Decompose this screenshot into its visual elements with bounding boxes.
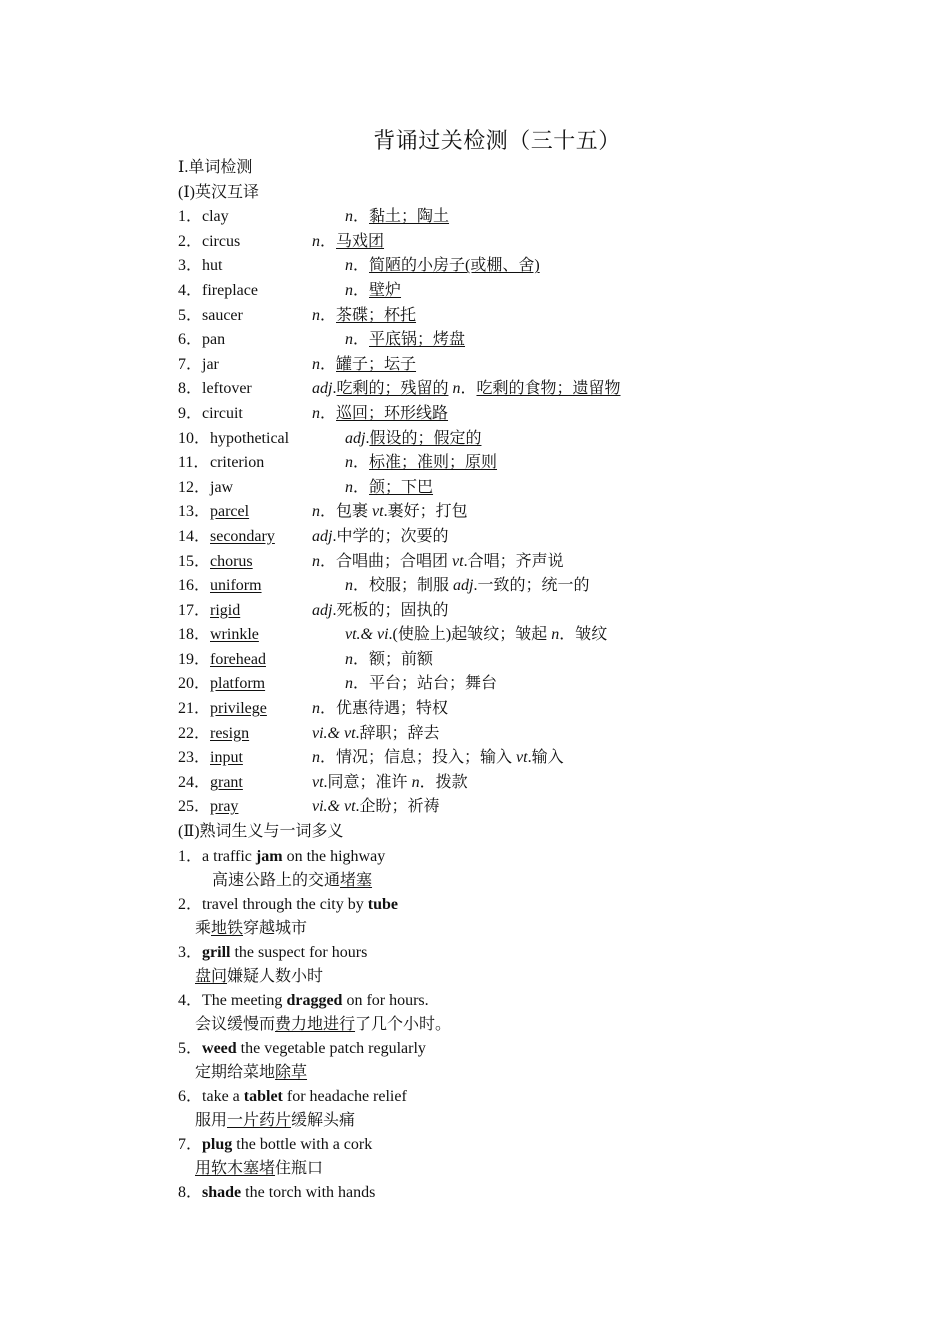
vocab-number: 16．: [178, 577, 211, 595]
vocab-word: fireplace: [202, 281, 258, 299]
phrase-text: the vegetable patch regularly: [236, 1039, 426, 1057]
vocab-definition: [312, 525, 448, 550]
meaning: 合唱；齐声说: [467, 552, 564, 570]
meaning: 平台；站台；舞台: [369, 675, 498, 693]
vocab-definition: [312, 402, 448, 427]
meaning: 黏土；陶土: [369, 208, 450, 226]
vocab-item: [178, 279, 858, 304]
vocab-list: [178, 205, 858, 820]
pos-separator: ．: [353, 281, 370, 299]
meaning: 输入: [531, 749, 564, 767]
part-of-speech: n: [345, 281, 353, 299]
target-word: tablet: [243, 1087, 283, 1105]
vocab-item: [178, 304, 858, 329]
phrase-text: the bottle with a cork: [232, 1135, 373, 1153]
vocab-definition: [312, 697, 448, 722]
vocab-definition: [312, 795, 440, 820]
vocab-number: 15．: [178, 552, 211, 570]
vocab-definition: [312, 353, 416, 378]
worksheet-body: [178, 156, 858, 1205]
pos-separator: ．: [353, 257, 370, 275]
vocab-definition: [312, 500, 468, 525]
vocab-word: circus: [202, 232, 241, 250]
vocab-definition: [312, 550, 564, 575]
vocab-word: criterion: [210, 454, 265, 472]
part-of-speech: n: [312, 306, 320, 324]
part-of-speech: n: [345, 675, 353, 693]
meaning: 吃剩的食物；遗留物: [476, 380, 621, 398]
vocab-number: 17．: [178, 601, 211, 619]
pos-separator: ．: [559, 626, 576, 644]
vocab-definition: [312, 722, 440, 747]
vocab-definition: [345, 574, 590, 599]
meaning: 合唱曲；合唱团: [336, 552, 449, 570]
phrase-translation: [178, 1109, 858, 1133]
phrase-item: [178, 1037, 858, 1061]
vocab-number: 25．: [178, 798, 211, 816]
pos-separator: .: [332, 380, 337, 398]
vocab-word: pan: [202, 331, 226, 349]
vocab-number: 9．: [178, 404, 203, 422]
pos-separator: .: [463, 552, 468, 570]
pos-separator: .: [527, 749, 532, 767]
meaning: 壁炉: [369, 281, 402, 299]
vocab-definition: [312, 599, 448, 624]
vocab-definition: [345, 623, 607, 648]
part-of-speech: n: [312, 552, 320, 570]
vocab-definition: [345, 328, 465, 353]
vocab-number: 18．: [178, 626, 211, 644]
part-of-speech: n: [345, 577, 353, 595]
vocab-item: [178, 402, 858, 427]
phrase-number: 8．: [178, 1183, 203, 1201]
meaning: 包裹: [336, 503, 369, 521]
part-of-speech: n: [312, 503, 320, 521]
vocab-definition: [345, 451, 497, 476]
vocab-item: [178, 377, 858, 402]
vocab-item: [178, 427, 858, 452]
vocab-word: jar: [202, 355, 219, 373]
vocab-word: saucer: [202, 306, 243, 324]
translation-answer: 一片药片: [227, 1111, 292, 1129]
vocab-item: [178, 550, 858, 575]
vocab-number: 12．: [178, 478, 211, 496]
vocab-definition: [312, 746, 564, 771]
part-of-speech: adj: [312, 527, 333, 545]
vocab-word: uniform: [210, 577, 262, 595]
pos-separator: ．: [353, 675, 370, 693]
translation-text: 定期给菜地: [195, 1063, 276, 1081]
meaning: 马戏团: [336, 232, 385, 250]
target-word: weed: [202, 1039, 237, 1057]
target-word: shade: [202, 1183, 242, 1201]
translation-text: 穿越城市: [243, 919, 308, 937]
phrase-text: on for hours.: [342, 991, 429, 1009]
subsection-heading-translation: (Ⅰ)英汉互译: [178, 183, 259, 201]
vocab-word: pray: [210, 798, 239, 816]
vocab-definition: [345, 205, 449, 230]
vocab-number: 20．: [178, 675, 211, 693]
vocab-number: 19．: [178, 650, 211, 668]
phrase-text: the suspect for hours: [230, 943, 368, 961]
section-heading-vocabulary: Ⅰ.单词检测: [178, 159, 253, 176]
vocab-word: hut: [202, 257, 223, 275]
vocab-item: [178, 451, 858, 476]
meaning: 优惠待遇；特权: [336, 700, 449, 718]
phrase-item: [178, 1181, 858, 1205]
translation-answer: 费力地进行: [275, 1015, 356, 1033]
pos-separator: ．: [353, 454, 370, 472]
pos-separator: .: [355, 798, 360, 816]
vocab-item: [178, 795, 858, 820]
meaning: 拨款: [435, 773, 468, 791]
subsection-heading-polysemy: (Ⅱ)熟词生义与一词多义: [178, 823, 344, 841]
part-of-speech: adj: [312, 601, 333, 619]
vocab-item: [178, 254, 858, 279]
phrase-item: [178, 989, 858, 1013]
pos-separator: .: [383, 503, 388, 521]
target-word: plug: [202, 1135, 233, 1153]
vocab-number: 21．: [178, 700, 211, 718]
meaning: 简陋的小房子(或棚、舍): [369, 257, 540, 275]
phrase-number: 3．: [178, 943, 203, 961]
translation-text: 住瓶口: [275, 1159, 324, 1177]
target-word: tube: [367, 895, 398, 913]
pos-separator: ．: [353, 650, 370, 668]
vocab-definition: [345, 648, 433, 673]
vocab-item: [178, 230, 858, 255]
pos-separator: ．: [320, 232, 337, 250]
vocab-word: jaw: [210, 478, 234, 496]
part-of-speech: adj: [345, 429, 366, 447]
part-of-speech: n: [345, 208, 353, 226]
vocab-item: [178, 722, 858, 747]
phrase-translation: [178, 917, 858, 941]
meaning: 情况；信息；投入；输入: [336, 749, 513, 767]
part-of-speech: n: [312, 355, 320, 373]
pos-separator: ．: [353, 208, 370, 226]
pos-separator: ．: [320, 306, 337, 324]
vocab-word: chorus: [210, 552, 253, 570]
vocab-item: [178, 500, 858, 525]
phrase-number: 2．: [178, 895, 203, 913]
meaning: 茶碟；杯托: [336, 306, 417, 324]
vocab-definition: [345, 672, 497, 697]
phrase-translation: [178, 1013, 858, 1037]
vocab-definition: [345, 427, 481, 452]
part-of-speech: n: [345, 257, 353, 275]
vocab-word: rigid: [210, 601, 241, 619]
meaning: 平底锅；烤盘: [369, 331, 466, 349]
pos-separator: ．: [320, 355, 337, 373]
part-of-speech: vt: [516, 749, 528, 767]
meaning: 辞职；辞去: [359, 724, 440, 742]
vocab-word: grant: [210, 773, 243, 791]
vocab-word: clay: [202, 208, 229, 226]
pos-separator: ．: [320, 404, 337, 422]
page-title: 背诵过关检测（三十五）: [373, 129, 621, 154]
pos-separator: ．: [320, 700, 337, 718]
vocab-number: 22．: [178, 724, 211, 742]
pos-separator: .: [355, 724, 360, 742]
vocab-definition: [345, 476, 433, 501]
vocab-number: 5．: [178, 306, 203, 324]
phrase-number: 7．: [178, 1135, 203, 1153]
phrase-item: [178, 941, 858, 965]
meaning: 裹好；打包: [387, 503, 468, 521]
vocab-item: [178, 623, 858, 648]
part-of-speech: n: [312, 232, 320, 250]
pos-separator: ．: [320, 503, 337, 521]
meaning: 颌；下巴: [369, 478, 434, 496]
vocab-definition: [345, 254, 540, 279]
pos-separator: .: [365, 429, 370, 447]
meaning: 校服；制服: [369, 577, 450, 595]
vocab-item: [178, 205, 858, 230]
meaning: 中学的；次要的: [336, 527, 449, 545]
meaning: 吃剩的；残留的: [336, 380, 449, 398]
translation-text: 乘: [195, 919, 212, 937]
vocab-item: [178, 771, 858, 796]
translation-answer: 用软木塞堵: [195, 1159, 276, 1177]
phrase-item: [178, 845, 858, 869]
part-of-speech: n: [551, 626, 560, 644]
pos-separator: ．: [460, 380, 477, 398]
part-of-speech: n: [345, 454, 353, 472]
vocab-number: 11．: [178, 454, 210, 472]
part-of-speech: n: [345, 478, 353, 496]
pos-separator: .: [323, 773, 328, 791]
vocab-number: 10．: [178, 429, 211, 447]
vocab-number: 24．: [178, 773, 211, 791]
part-of-speech: n: [312, 749, 320, 767]
translation-text: 缓解头痛: [291, 1111, 356, 1129]
vocab-item: [178, 746, 858, 771]
phrase-translation: [178, 1157, 858, 1181]
meaning: 假设的；假定的: [369, 429, 482, 447]
meaning: 额；前额: [369, 650, 434, 668]
phrase-text: a traffic: [202, 847, 256, 865]
part-of-speech: n: [312, 404, 320, 422]
meaning: 一致的；统一的: [477, 577, 590, 595]
vocab-number: 4．: [178, 281, 203, 299]
vocab-number: 6．: [178, 331, 203, 349]
phrase-text: travel through the city by: [202, 895, 368, 913]
phrase-item: [178, 1085, 858, 1109]
vocab-number: 7．: [178, 355, 203, 373]
part-of-speech: n: [411, 773, 420, 791]
vocab-word: resign: [210, 724, 250, 742]
vocab-item: [178, 599, 858, 624]
pos-separator: .: [388, 626, 393, 644]
phrase-number: 1．: [178, 847, 203, 865]
translation-text: 嫌疑人数小时: [227, 967, 324, 985]
vocab-word: circuit: [202, 404, 243, 422]
meaning: 死板的；固执的: [336, 601, 449, 619]
vocab-definition: [312, 304, 416, 329]
target-word: grill: [202, 943, 231, 961]
translation-answer: 堵塞: [340, 871, 373, 889]
phrase-text: on the highway: [282, 847, 386, 865]
part-of-speech: vi.& vt: [312, 724, 356, 742]
vocab-number: 8．: [178, 380, 203, 398]
vocab-number: 13．: [178, 503, 211, 521]
translation-answer: 盘问: [195, 967, 228, 985]
phrase-number: 5．: [178, 1039, 203, 1057]
phrase-item: [178, 1133, 858, 1157]
vocab-number: 14．: [178, 527, 211, 545]
pos-separator: ．: [353, 478, 370, 496]
phrase-translation: [178, 965, 858, 989]
vocab-word: privilege: [210, 700, 267, 718]
vocab-word: secondary: [210, 527, 275, 545]
vocab-definition: [312, 230, 384, 255]
pos-separator: ．: [353, 331, 370, 349]
vocab-item: [178, 328, 858, 353]
translation-answer: 除草: [275, 1063, 308, 1081]
target-word: dragged: [286, 991, 343, 1009]
meaning: 皱纹: [575, 626, 608, 644]
part-of-speech: vt: [312, 773, 324, 791]
vocab-definition: [312, 377, 621, 402]
translation-text: 服用: [195, 1111, 228, 1129]
vocab-item: [178, 697, 858, 722]
translation-text: 高速公路上的交通: [212, 871, 341, 889]
vocab-number: 23．: [178, 749, 211, 767]
phrase-text: take a: [202, 1087, 244, 1105]
phrase-item: [178, 893, 858, 917]
phrase-text: for headache relief: [282, 1087, 407, 1105]
target-word: jam: [255, 847, 283, 865]
meaning: 企盼；祈祷: [359, 798, 440, 816]
part-of-speech: vt.& vi: [345, 626, 389, 644]
translation-text: 了几个小时。: [355, 1015, 452, 1033]
vocab-definition: [312, 771, 468, 796]
pos-separator: .: [332, 601, 337, 619]
vocab-definition: [345, 279, 401, 304]
vocab-word: wrinkle: [210, 626, 259, 644]
translation-text: 会议缓慢而: [195, 1015, 276, 1033]
part-of-speech: vt: [372, 503, 384, 521]
translation-answer: 地铁: [211, 919, 244, 937]
part-of-speech: n: [312, 700, 320, 718]
pos-separator: .: [473, 577, 478, 595]
vocab-item: [178, 353, 858, 378]
meaning: (使脸上)起皱纹；皱起: [392, 626, 548, 644]
part-of-speech: n: [345, 331, 353, 349]
phrase-translation: [178, 1061, 858, 1085]
vocab-word: input: [210, 749, 243, 767]
part-of-speech: vi.& vt: [312, 798, 356, 816]
part-of-speech: n: [345, 650, 353, 668]
vocab-number: 3．: [178, 257, 203, 275]
vocab-item: [178, 574, 858, 599]
vocab-word: leftover: [202, 380, 252, 398]
pos-separator: .: [332, 527, 337, 545]
vocab-item: [178, 672, 858, 697]
vocab-number: 1．: [178, 208, 203, 226]
vocab-number: 2．: [178, 232, 203, 250]
pos-separator: ．: [419, 773, 436, 791]
phrase-text: the torch with hands: [241, 1183, 376, 1201]
pos-separator: ．: [353, 577, 370, 595]
part-of-speech: n: [452, 380, 461, 398]
pos-separator: ．: [320, 749, 337, 767]
phrase-number: 6．: [178, 1087, 203, 1105]
vocab-item: [178, 648, 858, 673]
vocab-word: platform: [210, 675, 266, 693]
phrase-list: [178, 845, 858, 1205]
vocab-item: [178, 525, 858, 550]
pos-separator: ．: [320, 552, 337, 570]
vocab-word: parcel: [210, 503, 250, 521]
vocab-word: forehead: [210, 650, 266, 668]
part-of-speech: adj: [453, 577, 474, 595]
phrase-translation: [178, 869, 858, 893]
meaning: 同意；准许: [327, 773, 408, 791]
vocab-word: hypothetical: [210, 429, 290, 447]
meaning: 罐子；坛子: [336, 355, 417, 373]
part-of-speech: vt: [452, 552, 464, 570]
meaning: 标准；准则；原则: [369, 454, 498, 472]
phrase-text: The meeting: [202, 991, 287, 1009]
meaning: 巡回；环形线路: [336, 404, 449, 422]
phrase-number: 4．: [178, 991, 203, 1009]
vocab-item: [178, 476, 858, 501]
part-of-speech: adj: [312, 380, 333, 398]
